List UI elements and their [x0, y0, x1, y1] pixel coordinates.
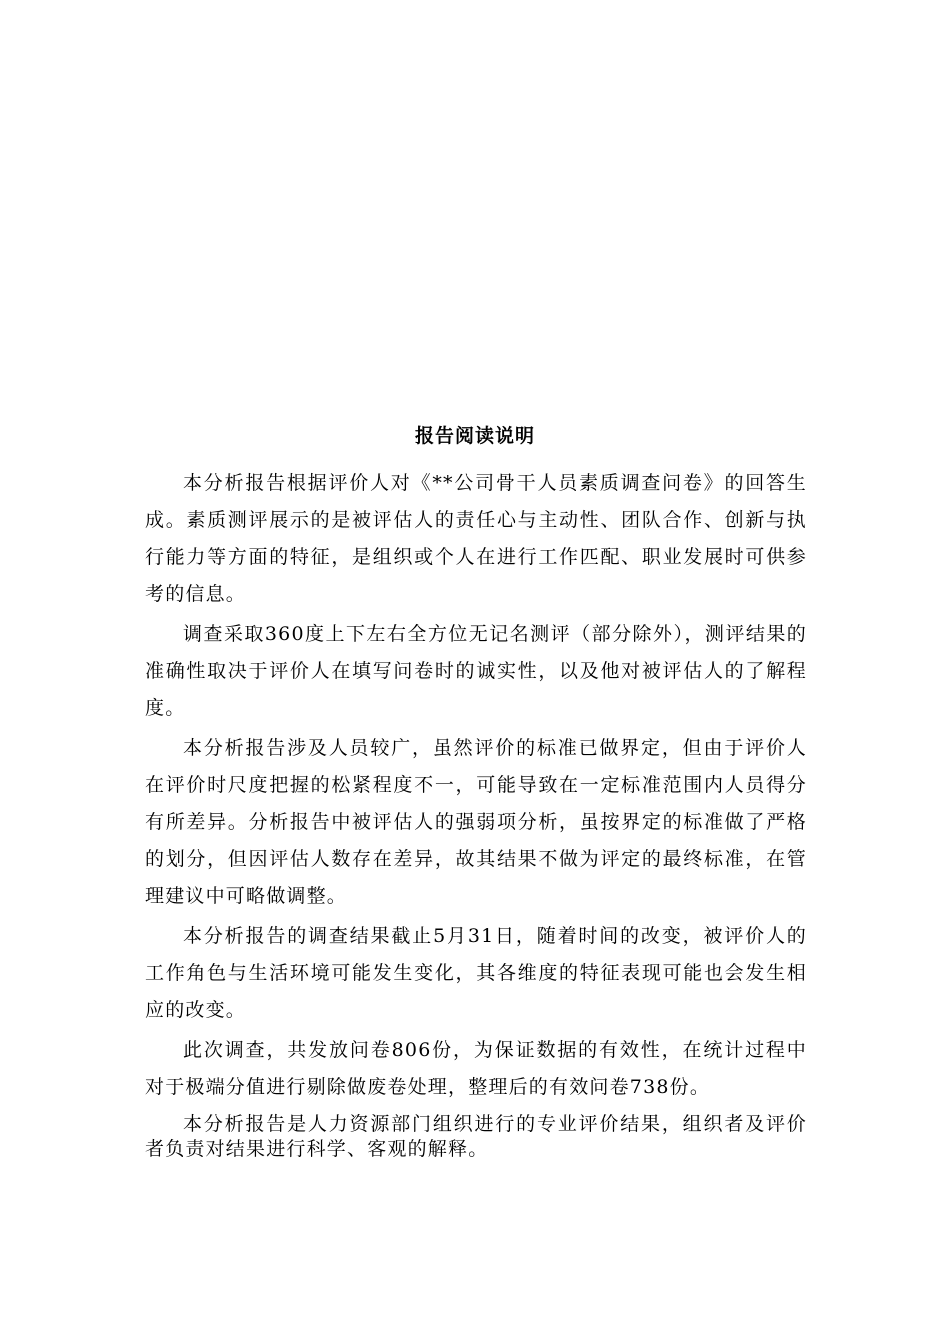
document-body: [145, 465, 807, 1165]
paragraph-intro: 本分析报告根据评价人对《**公司骨干人员素质调查问卷》的回答生成。素质测评展示的是被评估人的责任心与主动性、团队合作、创新与执行能力等方面的特征，是组织或个人在进行工作匹配、职业发展时可供参考的信息。: [145, 472, 807, 605]
paragraph-questionnaire-count: 此次调查，共发放问卷806份，为保证数据的有效性，在统计过程中对于极端分值进行剔除做废卷处理，整理后的有效问卷738份。: [145, 1039, 807, 1098]
paragraph-scope: 本分析报告涉及人员较广，虽然评价的标准已做界定，但由于评价人在评价时尺度把握的松紧程度不一，可能导致在一定标准范围内人员得分有所差异。分析报告中被评估人的强弱项分析，虽按界定的标准做了严格的划分，但因评估人数存在差异，故其结果不做为评定的最终标准，在管理建议中可略做调整。: [145, 737, 807, 907]
page-title: 报告阅读说明: [414, 425, 535, 447]
paragraph-deadline: 本分析报告的调查结果截止5月31日，随着时间的改变，被评价人的工作角色与生活环境可能发生变化，其各维度的特征表现可能也会发生相应的改变。: [145, 925, 807, 1021]
paragraph-survey-method: 调查采取360度上下左右全方位无记名测评（部分除外），测评结果的准确性取决于评价人在填写问卷时的诚实性，以及他对被评估人的了解程度。: [145, 623, 807, 719]
paragraph-responsibility: 本分析报告是人力资源部门组织进行的专业评价结果，组织者及评价者负责对结果进行科学、客观的解释。: [145, 1113, 807, 1160]
